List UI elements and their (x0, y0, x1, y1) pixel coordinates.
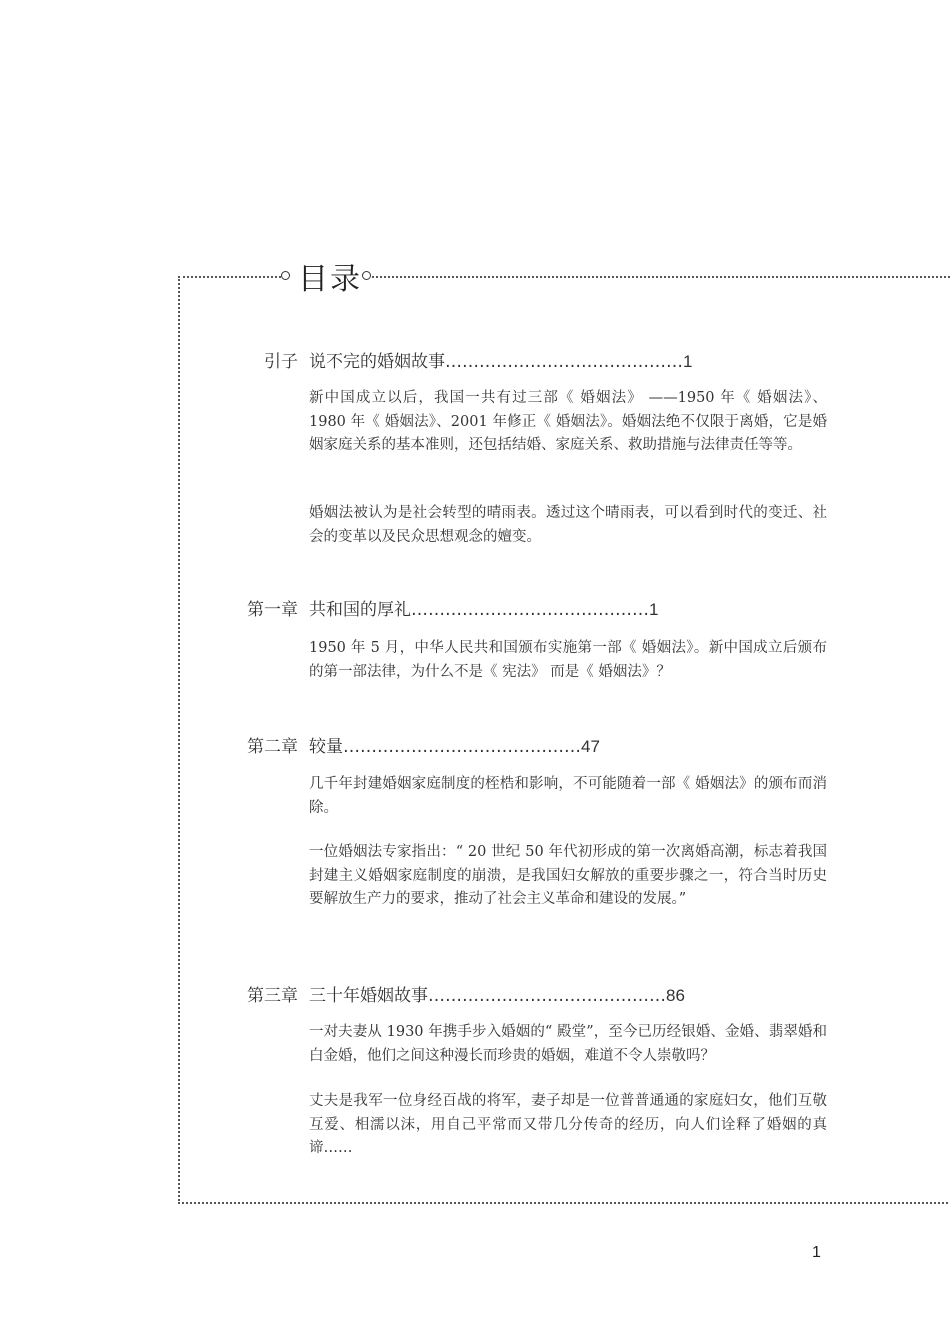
chapter-page: 47 (581, 737, 600, 756)
toc-title: 目录 (298, 262, 362, 297)
dot-leader: …………………………………… (445, 352, 683, 372)
chapter-summary: 新中国成立以后，我国一共有过三部《 婚姻法》 ——1950 年《 婚姻法》、1980 年《 婚姻法》、2001 年修正《 婚姻法》。婚姻法绝不仅限于离婚，它是婚姻家庭关系的基本准则，还包括结婚、家庭关系、救助措施与法律责任等等。 (309, 390, 827, 453)
frame-top-line-left (178, 276, 281, 278)
chapter-page: 1 (649, 600, 659, 619)
dot-leader: …………………………………… (411, 600, 649, 620)
page-number: 1 (812, 1244, 821, 1261)
chapter-title: 共和国的厚礼 (309, 600, 411, 620)
chapter-label: 第二章 (247, 737, 298, 757)
chapter-summary: 1950 年 5 月，中华人民共和国颁布实施第一部《 婚姻法》。新中国成立后颁布的第一部法律，为什么不是《 宪法》 而是《 婚姻法》？ (309, 640, 827, 680)
chapter-summary: 几千年封建婚姻家庭制度的桎梏和影响，不可能随着一部《 婚姻法》的颁布而消除。 (309, 776, 827, 816)
chapter-title-line[interactable] (309, 350, 692, 374)
chapter-summary: 一位婚姻法专家指出：“ 20 世纪 50 年代初形成的第一次离婚高潮，标志着我国封建主义婚姻家庭制度的崩溃，是我国妇女解放的重要步骤之一，符合当时历史要解放生产力的要求，推动了社会主义革命和建设的发展。” (309, 844, 827, 907)
dot-leader: …………………………………… (428, 986, 666, 1006)
chapter-title-line[interactable] (309, 598, 658, 622)
chapter-title-line[interactable] (309, 984, 685, 1008)
ornament-ring-left-icon (281, 271, 290, 280)
frame-top-line-right (372, 276, 950, 278)
chapter-label: 第一章 (247, 600, 298, 620)
chapter-title: 较量 (309, 737, 343, 757)
chapter-page: 86 (666, 986, 685, 1005)
chapter-label: 引子 (264, 352, 298, 372)
chapter-title-line[interactable] (309, 735, 600, 759)
chapter-page: 1 (683, 352, 693, 371)
dot-leader: …………………………………… (343, 737, 581, 757)
chapter-summary: 一对夫妻从 1930 年携手步入婚姻的“ 殿堂”，至今已历经银婚、金婚、翡翠婚和白金婚，他们之间这种漫长而珍贵的婚姻，难道不令人崇敬吗？ (309, 1024, 827, 1064)
chapter-label: 第三章 (247, 986, 298, 1006)
chapter-title: 三十年婚姻故事 (309, 986, 428, 1006)
chapter-summary: 丈夫是我军一位身经百战的将军，妻子却是一位普普通通的家庭妇女，他们互敬互爱、相濡以沫，用自己平常而又带几分传奇的经历，向人们诠释了婚姻的真谛…… (309, 1093, 827, 1156)
chapter-title: 说不完的婚姻故事 (309, 352, 445, 372)
ornament-ring-right-icon (362, 271, 371, 280)
chapter-summary: 婚姻法被认为是社会转型的晴雨表。透过这个晴雨表，可以看到时代的变迁、社会的变革以及民众思想观念的嬗变。 (309, 505, 827, 545)
